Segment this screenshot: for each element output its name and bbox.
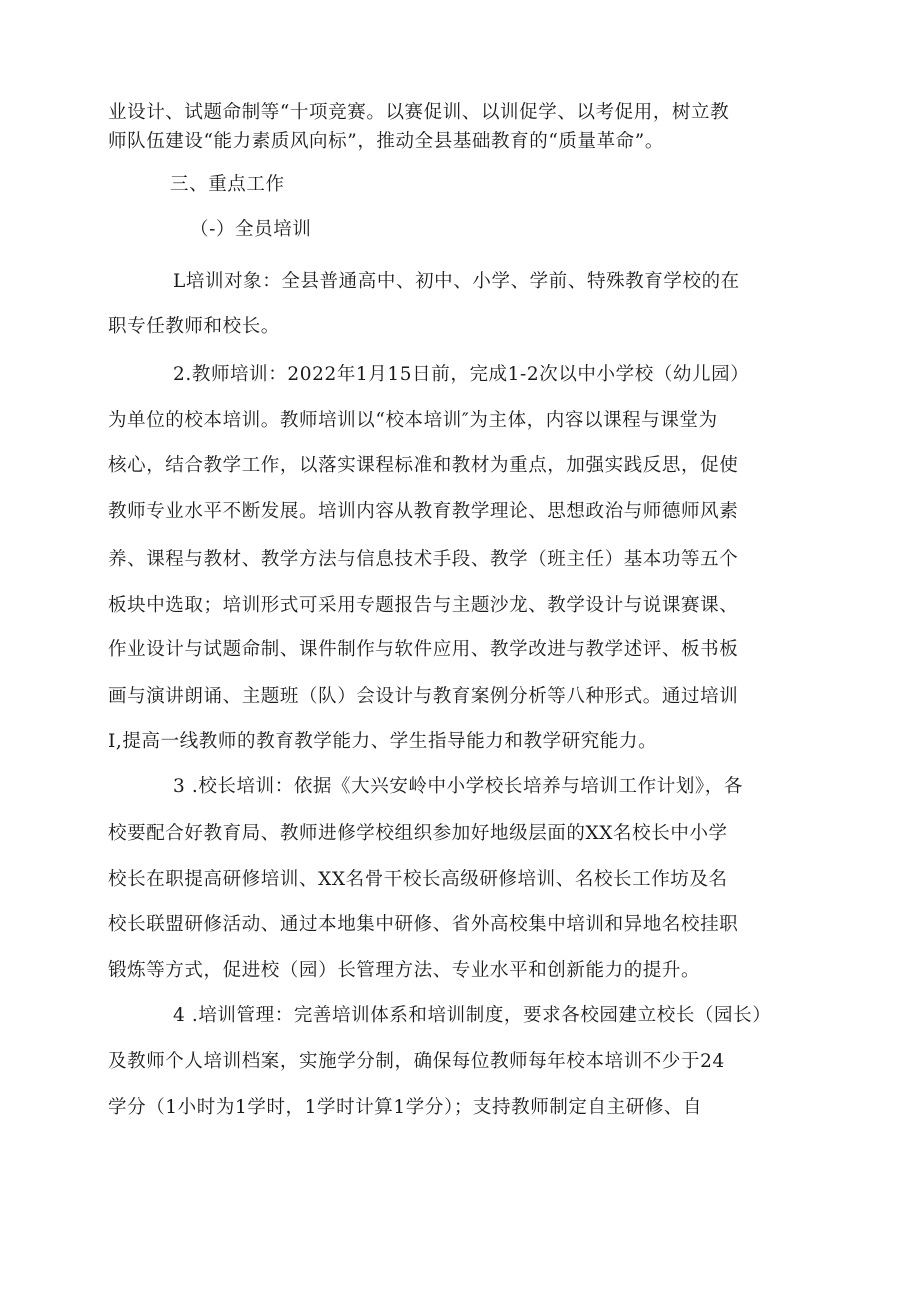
text-line: 养、课程与教材、教学方法与信息技术手段、教学（班主任）基本功等五个: [108, 549, 739, 570]
subsection-heading: （-）全员培训: [190, 219, 312, 240]
text-line: L培训对象：全县普通高中、初中、小学、学前、特殊教育学校的在: [173, 271, 740, 292]
text-line: 校要配合好教育局、教师进修学校组织参加好地级层面的XX名校长中小学: [108, 823, 728, 844]
text-line: 画与演讲朗诵、主题班（队）会设计与教育案例分析等八种形式。通过培训: [108, 686, 739, 707]
text-line: 及教师个人培训档案，实施学分制，确保每位教师每年校本培训不少于24: [108, 1051, 725, 1072]
text-line: 校长联盟研修活动、通过本地集中研修、省外高校集中培训和异地名校挂职: [108, 914, 739, 935]
text-line: 作业设计与试题命制、课件制作与软件应用、教学改进与教学述评、板书板: [108, 639, 739, 660]
text-line: 核心，结合教学工作，以落实课程标准和教材为重点，加强实践反思，促使: [108, 455, 739, 476]
text-line: 业设计、试题命制等“十项竞赛。以赛促训、以训促学、以考促用，树立教: [108, 102, 730, 123]
text-line: 为单位的校本培训。教师培训以“校本培训″为主体，内容以课程与课堂为: [108, 410, 718, 431]
text-line: 学分（1小时为1学时，1学时计算1学分）；支持教师制定自主研修、自: [108, 1097, 703, 1118]
text-line: 板块中选取；培训形式可采用专题报告与主题沙龙、教学设计与说课赛课、: [108, 595, 739, 616]
text-line: 师队伍建设“能力素质风向标”，推动全县基础教育的“质量革命”。: [108, 131, 664, 152]
text-line: 教师专业水平不断发展。培训内容从教育教学理论、思想政治与师德师风素: [108, 501, 739, 522]
section-heading: 三、重点工作: [170, 174, 285, 195]
text-line: 锻炼等方式，促进校（园）长管理方法、专业水平和创新能力的提升。: [108, 960, 701, 981]
text-line: 校长在职提高研修培训、XX名骨干校长高级研修培训、名校长工作坊及名: [108, 869, 728, 890]
text-line: 2.教师培训：2022年1月15日前，完成1-2次以中小学校（幼儿园）: [173, 364, 750, 385]
text-line: 3 .校长培训：依据《大兴安岭中小学校长培养与培训工作计划》，各: [173, 776, 743, 797]
text-line: 职专任教师和校长。: [108, 316, 280, 337]
text-line: 4 .培训管理：完善培训体系和培训制度，要求各校园建立校长（园长）: [173, 1005, 772, 1026]
text-line: I,提高一线教师的教育教学能力、学生指导能力和教学研究能力。: [108, 731, 658, 752]
